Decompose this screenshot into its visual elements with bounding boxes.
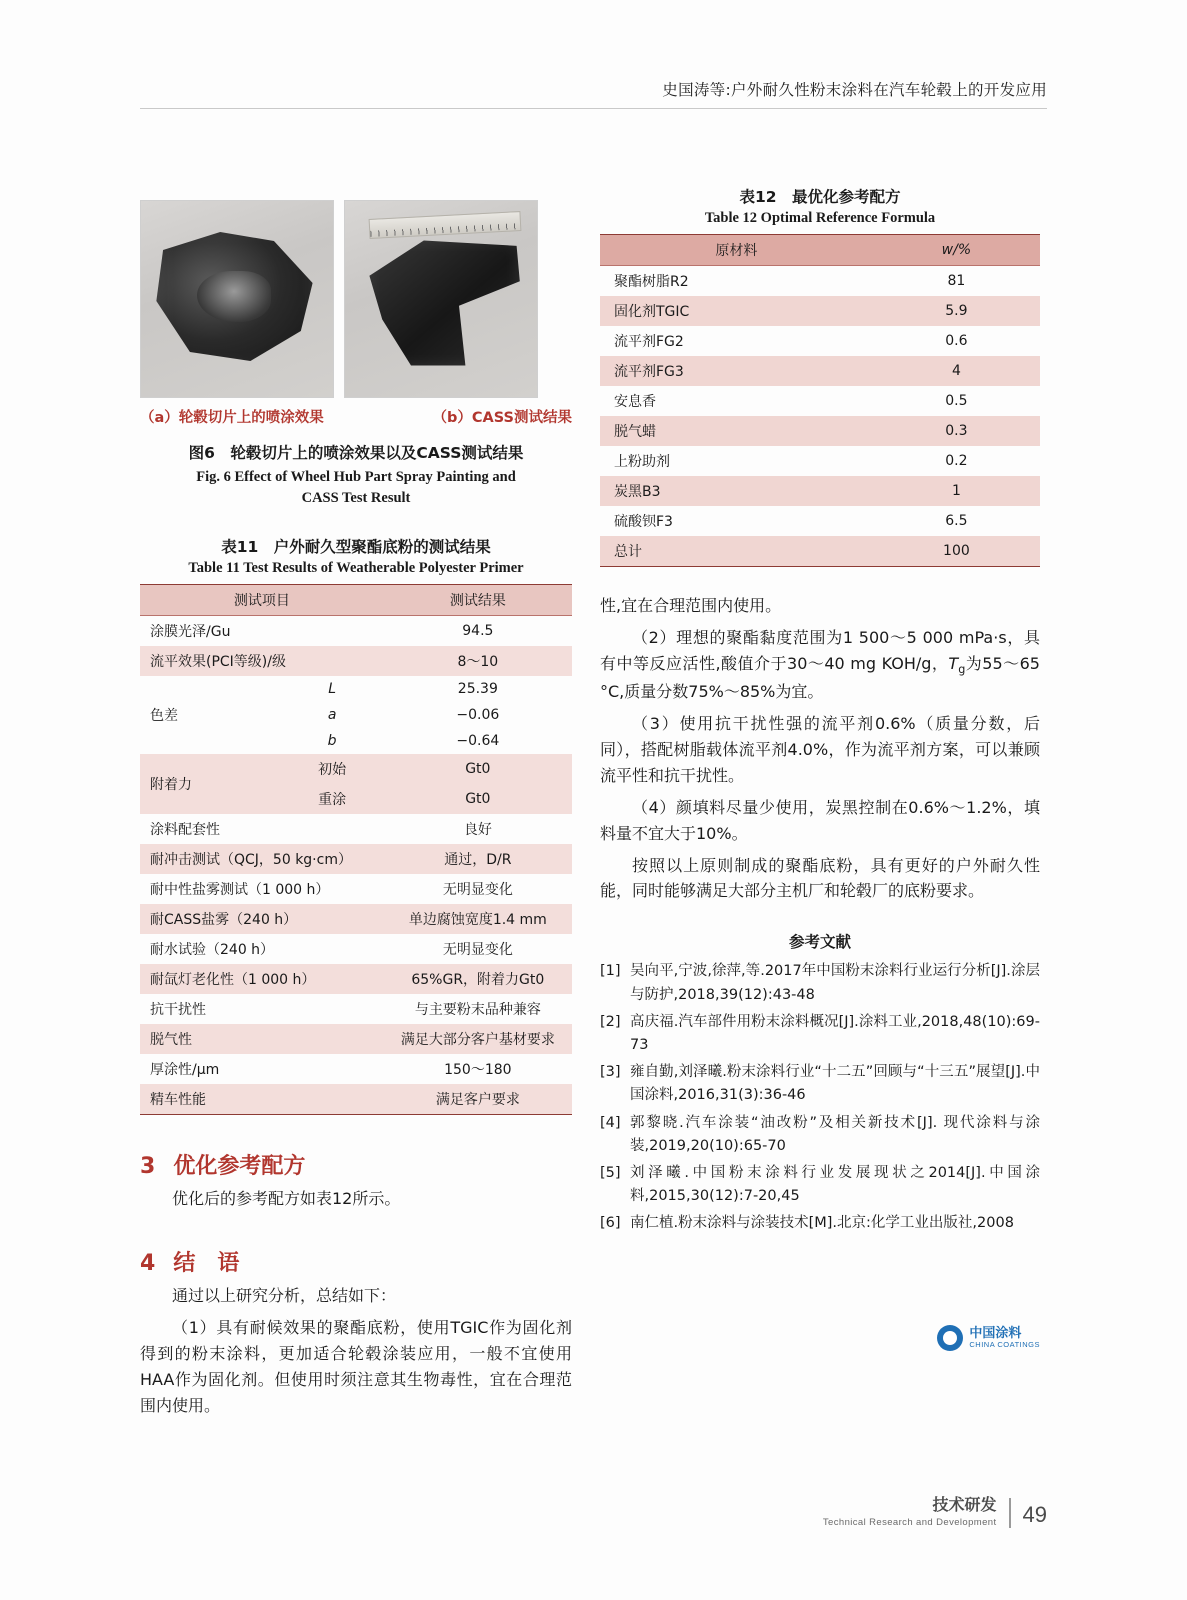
table-cell-fraction: 5.9 bbox=[873, 296, 1040, 326]
table-cell-fraction: 1 bbox=[873, 476, 1040, 506]
table-cell-value: 8～10 bbox=[384, 646, 572, 676]
reference-text: 南仁植.粉末涂料与涂装技术[M].北京:化学工业出版社,2008 bbox=[630, 1215, 1014, 1232]
table-row bbox=[140, 1024, 572, 1054]
table-row bbox=[140, 676, 572, 702]
section-3-title: 优化参考配方 bbox=[173, 1154, 306, 1180]
table-cell-fraction: 81 bbox=[947, 273, 966, 289]
table-cell-material: 脱气蜡 bbox=[600, 416, 873, 446]
reference-index: [3] bbox=[600, 1064, 621, 1081]
figure-6-title-en bbox=[140, 467, 572, 509]
figure-6b-caption: （b）CASS测试结果 bbox=[432, 410, 572, 426]
table-11-body bbox=[140, 616, 572, 1115]
section-4-paragraph-4: （3）使用抗干扰性强的流平剂0.6%（质量分数，后同），搭配树脂载体流平剂4.0%，作为流平剂方案，可以兼顾流平性和抗干扰性。 bbox=[600, 714, 1040, 785]
table-row bbox=[600, 506, 1040, 536]
table-12-header-material: 原材料 bbox=[600, 235, 873, 266]
table-cell-sublabel: a bbox=[327, 707, 337, 724]
table-cell-material: 流平剂FG2 bbox=[614, 334, 684, 350]
table-row bbox=[600, 476, 1040, 506]
table-cell-label: 色差 bbox=[150, 708, 178, 725]
section-4-number: 4 bbox=[140, 1250, 156, 1276]
table-11-header-item: 测试项目 bbox=[140, 585, 384, 616]
table-row bbox=[600, 266, 1040, 297]
right-column bbox=[600, 185, 1040, 1350]
table-cell-value: 94.5 bbox=[462, 623, 494, 640]
table-row bbox=[600, 446, 1040, 476]
table-cell-value: 单边腐蚀宽度1.4 mm bbox=[384, 904, 572, 934]
table-cell-value: 满足客户要求 bbox=[384, 1084, 572, 1115]
table-11-title-en: Table 11 Test Results of Weatherable Polyester Primer bbox=[188, 560, 524, 577]
table-cell-label: 流平效果(PCI等级)/级 bbox=[140, 646, 384, 676]
table-11-title-cn: 表11 户外耐久型聚酯底粉的测试结果 bbox=[221, 538, 491, 557]
list-item bbox=[600, 1011, 1040, 1057]
section-3-paragraph: 优化后的参考配方如表12所示。 bbox=[172, 1189, 401, 1209]
table-12-header-fraction: w/% bbox=[941, 242, 972, 258]
figure-6-title-en-line1: Fig. 6 Effect of Wheel Hub Part Spray Painting and bbox=[196, 469, 516, 485]
table-cell-value: 无明显变化 bbox=[442, 942, 513, 959]
table-cell-value: 通过，D/R bbox=[384, 844, 572, 874]
list-item bbox=[600, 1112, 1040, 1158]
table-cell-label: 附着力 bbox=[140, 754, 281, 814]
table-cell-value: 良好 bbox=[463, 822, 492, 839]
footer-section-name bbox=[823, 1492, 997, 1528]
figure-6b-photo bbox=[344, 200, 538, 398]
page-footer bbox=[823, 1492, 1047, 1528]
figure-6-images bbox=[140, 200, 572, 398]
table-cell-label: 精车性能 bbox=[140, 1084, 384, 1115]
wheel-hub-part-a bbox=[153, 223, 321, 373]
reference-text: 刘泽曦.中国粉末涂料行业发展现状之2014[J].中国涂料,2015,30(12):7-20,45 bbox=[630, 1164, 1040, 1205]
left-column bbox=[140, 200, 572, 1418]
table-cell-material: 流平剂FG3 bbox=[600, 356, 873, 386]
table-cell-fraction: 0.5 bbox=[945, 393, 968, 409]
table-11-header-result: 测试结果 bbox=[384, 585, 572, 616]
logo-label-cn: 中国涂料 bbox=[969, 1325, 1022, 1341]
logo-text bbox=[969, 1327, 1040, 1350]
table-cell-label: 耐中性盐雾测试（1 000 h） bbox=[150, 882, 330, 899]
table-12-title-cn: 表12 最优化参考配方 bbox=[739, 188, 901, 206]
table-cell-label: 耐冲击测试（QCJ，50 kg·cm） bbox=[140, 844, 384, 874]
figure-6a-caption: （a）轮毂切片上的喷涂效果 bbox=[140, 410, 324, 426]
footer-divider bbox=[1009, 1498, 1011, 1528]
section-3-number: 3 bbox=[140, 1154, 156, 1180]
ruler-icon bbox=[369, 211, 522, 239]
list-item bbox=[600, 1061, 1040, 1107]
section-4-title: 结 语 bbox=[173, 1250, 240, 1276]
table-cell-label: 耐氙灯老化性（1 000 h） bbox=[140, 964, 384, 994]
running-header: 史国涛等:户外耐久性粉末涂料在汽车轮毂上的开发应用 bbox=[662, 81, 1047, 99]
table-row bbox=[140, 964, 572, 994]
table-row bbox=[140, 754, 572, 784]
table-cell-fraction: 0.3 bbox=[873, 416, 1040, 446]
figure-6-title-en-line2: CASS Test Result bbox=[301, 490, 411, 507]
table-row bbox=[140, 616, 572, 647]
reference-text: 高庆福.汽车部件用粉末涂料概况[J].涂料工业,2018,48(10):69-73 bbox=[630, 1013, 1040, 1053]
reference-index: [6] bbox=[600, 1215, 621, 1232]
section-4-paragraph-3: （2）理想的聚酯黏度范围为1 500～5 000 mPa·s，具有中等反应活性,酸值介于30～40 mg KOH/g，$T_g$为55～65 °C,质量分数75%～85%为宜。 bbox=[600, 627, 1040, 702]
table-row bbox=[600, 296, 1040, 326]
table-row bbox=[140, 646, 572, 676]
globe-icon bbox=[937, 1325, 963, 1351]
table-row-header bbox=[600, 235, 1040, 266]
section-4-paragraph-5: （4）颜填料尽量少使用，炭黑控制在0.6%～1.2%，填料量不宜大于10%。 bbox=[600, 797, 1040, 843]
table-cell-value: −0.64 bbox=[456, 733, 500, 750]
table-cell-fraction: 4 bbox=[873, 356, 1040, 386]
table-cell-material: 聚酯树脂R2 bbox=[614, 274, 689, 290]
table-cell-sublabel: L bbox=[328, 681, 337, 698]
table-cell-label: 耐CASS盐雾（240 h） bbox=[140, 904, 384, 934]
reference-index: [1] bbox=[600, 963, 621, 980]
table-cell-value: Gt0 bbox=[384, 754, 572, 784]
section-4-paragraph-2: （1）具有耐候效果的聚酯底粉，使用TGIC作为固化剂得到的粉末涂料，更加适合轮毂涂装应用，一般不宜使用HAA作为固化剂。但使用时须注意其生物毒性，宜在合理范围内使用。 bbox=[140, 1317, 572, 1415]
table-cell-fraction: 0.2 bbox=[945, 453, 968, 469]
table-row bbox=[600, 386, 1040, 416]
figure-6-subcaptions bbox=[140, 406, 572, 427]
table-row-header bbox=[140, 585, 572, 616]
table-cell-value: Gt0 bbox=[384, 784, 572, 814]
table-cell-fraction: 0.6 bbox=[945, 333, 968, 349]
table-cell-fraction: 100 bbox=[873, 536, 1040, 567]
table-cell-value: 满足大部分客户基材要求 bbox=[384, 1024, 572, 1054]
table-cell-material: 硫酸钡F3 bbox=[614, 514, 673, 530]
section-4-heading bbox=[140, 1246, 572, 1277]
table-row bbox=[140, 814, 572, 844]
table-row bbox=[140, 994, 572, 1024]
reference-text: 吴向平,宁波,徐萍,等.2017年中国粉末涂料行业运行分析[J].涂层与防护,2018,39(12):43-48 bbox=[630, 963, 1040, 1003]
reference-index: [2] bbox=[600, 1013, 621, 1030]
table-12-title-en: Table 12 Optimal Reference Formula bbox=[704, 210, 936, 226]
table-cell-label: 抗干扰性 bbox=[150, 1002, 206, 1019]
table-cell-value: −0.06 bbox=[456, 707, 500, 724]
table-cell-value: 150～180 bbox=[444, 1062, 512, 1079]
section-3-heading bbox=[140, 1149, 572, 1180]
list-item bbox=[600, 1212, 1040, 1235]
table-cell-value: 65%GR，附着力Gt0 bbox=[384, 964, 572, 994]
table-cell-material: 总计 bbox=[600, 536, 873, 567]
references-heading: 参考文献 bbox=[788, 933, 851, 952]
table-row bbox=[600, 356, 1040, 386]
logo-label-en: CHINA COATINGS bbox=[969, 1340, 1040, 1350]
table-cell-material: 安息香 bbox=[614, 394, 656, 410]
journal-logo bbox=[937, 1325, 1040, 1351]
table-cell-material: 炭黑B3 bbox=[600, 476, 873, 506]
header-divider bbox=[140, 108, 1047, 109]
table-cell-value: 25.39 bbox=[457, 681, 498, 698]
table-cell-sublabel: b bbox=[327, 733, 337, 750]
section-4-paragraph-2-cont: 性,宜在合理范围内使用。 bbox=[600, 596, 782, 615]
wheel-hub-part-b bbox=[363, 235, 523, 371]
table-cell-value: 无明显变化 bbox=[442, 882, 513, 899]
table-cell-label: 涂膜光泽/Gu bbox=[150, 624, 231, 641]
table-row bbox=[600, 416, 1040, 446]
table-cell-value: 与主要粉末品种兼容 bbox=[414, 1002, 541, 1019]
figure-6-title-cn: 图6 轮毂切片上的喷涂效果以及CASS测试结果 bbox=[188, 444, 524, 462]
section-4-paragraph-1: 通过以上研究分析，总结如下： bbox=[172, 1285, 397, 1305]
table-cell-label: 耐水试验（240 h） bbox=[150, 942, 275, 959]
reference-text: 雍自勤,刘泽曦.粉末涂料行业“十二五”回顾与“十三五”展望[J].中国涂料,2016,31(3):36-46 bbox=[630, 1064, 1040, 1104]
table-cell-label: 厚涂性/μm bbox=[150, 1062, 220, 1079]
section-4-paragraph-6: 按照以上原则制成的聚酯底粉，具有更好的户外耐久性能，同时能够满足大部分主机厂和轮毂厂的底粉要求。 bbox=[600, 855, 1040, 901]
figure-6a-photo bbox=[140, 200, 334, 398]
table-row bbox=[140, 904, 572, 934]
footer-label-cn: 技术研发 bbox=[932, 1495, 997, 1514]
table-cell-material: 固化剂TGIC bbox=[600, 296, 873, 326]
list-item bbox=[600, 960, 1040, 1006]
page-number: 49 bbox=[1022, 1502, 1047, 1527]
table-cell-label: 脱气性 bbox=[140, 1024, 384, 1054]
table-row bbox=[140, 934, 572, 964]
table-row bbox=[600, 536, 1040, 567]
reference-index: [5] bbox=[600, 1164, 621, 1181]
table-cell-label: 涂料配套性 bbox=[150, 822, 220, 839]
table-11 bbox=[140, 584, 572, 1115]
table-cell-sublabel: 初始 bbox=[281, 754, 384, 784]
table-row bbox=[140, 844, 572, 874]
table-row bbox=[600, 326, 1040, 356]
references-list bbox=[600, 960, 1040, 1235]
table-12-body bbox=[600, 266, 1040, 567]
list-item bbox=[600, 1162, 1040, 1208]
table-row bbox=[140, 874, 572, 904]
table-cell-fraction: 6.5 bbox=[945, 513, 968, 529]
table-row bbox=[140, 1084, 572, 1115]
footer-label-en: Technical Research and Development bbox=[822, 1517, 997, 1528]
table-12 bbox=[600, 234, 1040, 567]
table-cell-material: 上粉助剂 bbox=[614, 454, 670, 470]
table-row bbox=[140, 1054, 572, 1084]
reference-index: [4] bbox=[600, 1114, 621, 1131]
reference-text: 郭黎晓.汽车涂装“油改粉”及相关新技术[J]. 现代涂料与涂装,2019,20(10):65-70 bbox=[630, 1114, 1040, 1154]
table-cell-sublabel: 重涂 bbox=[281, 784, 384, 814]
